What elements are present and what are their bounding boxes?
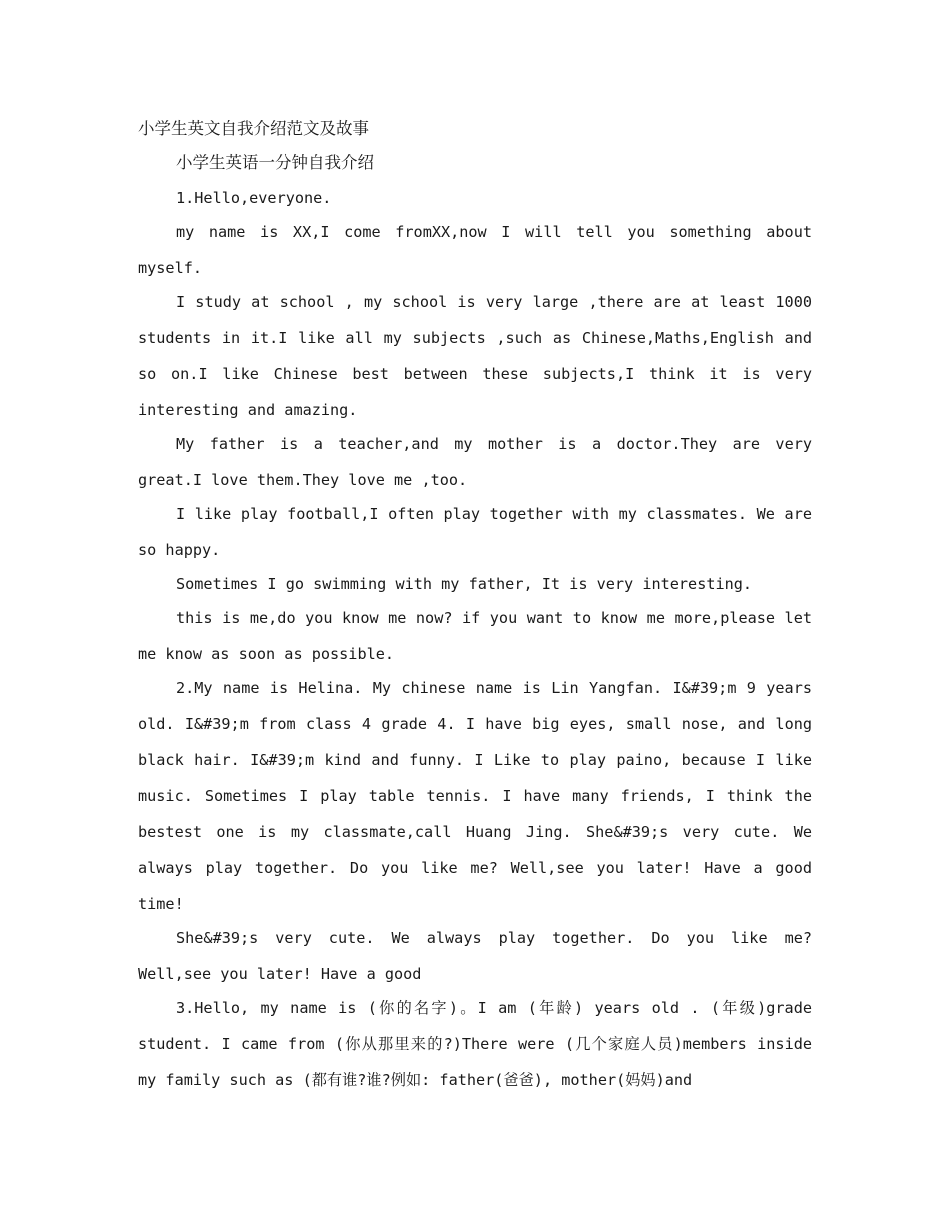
paragraph-9: She&#39;s very cute. We always play together. Do you like me? Well,see you later! Have a good — [138, 929, 812, 983]
paragraph-3: I study at school , my school is very large ,there are at least 1000 students in it.I like all my subjects ,such as Chinese,Maths,English and so on.I like Chinese best between these subjects,I think it is very interesting and amazing. — [138, 293, 812, 419]
document-subtitle: 小学生英语一分钟自我介绍 — [176, 153, 374, 172]
document-title: 小学生英文自我介绍范文及故事 — [138, 119, 369, 138]
paragraph-6: Sometimes I go swimming with my father, It is very interesting. — [176, 575, 753, 593]
paragraph-4: My father is a teacher,and my mother is a doctor.They are very great.I love them.They love me ,too. — [138, 435, 812, 489]
paragraph-1: 1.Hello,everyone. — [176, 189, 332, 207]
paragraph-10: 3.Hello, my name is (你的名字)。I am (年龄) years old . (年级)grade student. I came from (你从那里来的?)There were (几个家庭人员)members inside my family such as (都有谁?谁?例如: father(爸爸), mother(妈妈)and — [138, 999, 812, 1089]
paragraph-5: I like play football,I often play together with my classmates. We are so happy. — [138, 505, 812, 559]
paragraph-8: 2.My name is Helina. My chinese name is Lin Yangfan. I&#39;m 9 years old. I&#39;m from class 4 grade 4. I have big eyes, small nose, and long black hair. I&#39;m kind and funny. I Like to play paino, because I like music. Sometimes I play table tennis. I have many friends, I think the bestest one is my classmate,call Huang Jing. She&#39;s very cute. We always play together. Do you like me? Well,see you later! Have a good time! — [138, 679, 812, 913]
document-body — [138, 112, 812, 1098]
paragraph-7: this is me,do you know me now? if you want to know me more,please let me know as soon as possible. — [138, 609, 812, 663]
paragraph-2: my name is XX,I come fromXX,now I will tell you something about myself. — [138, 223, 812, 277]
